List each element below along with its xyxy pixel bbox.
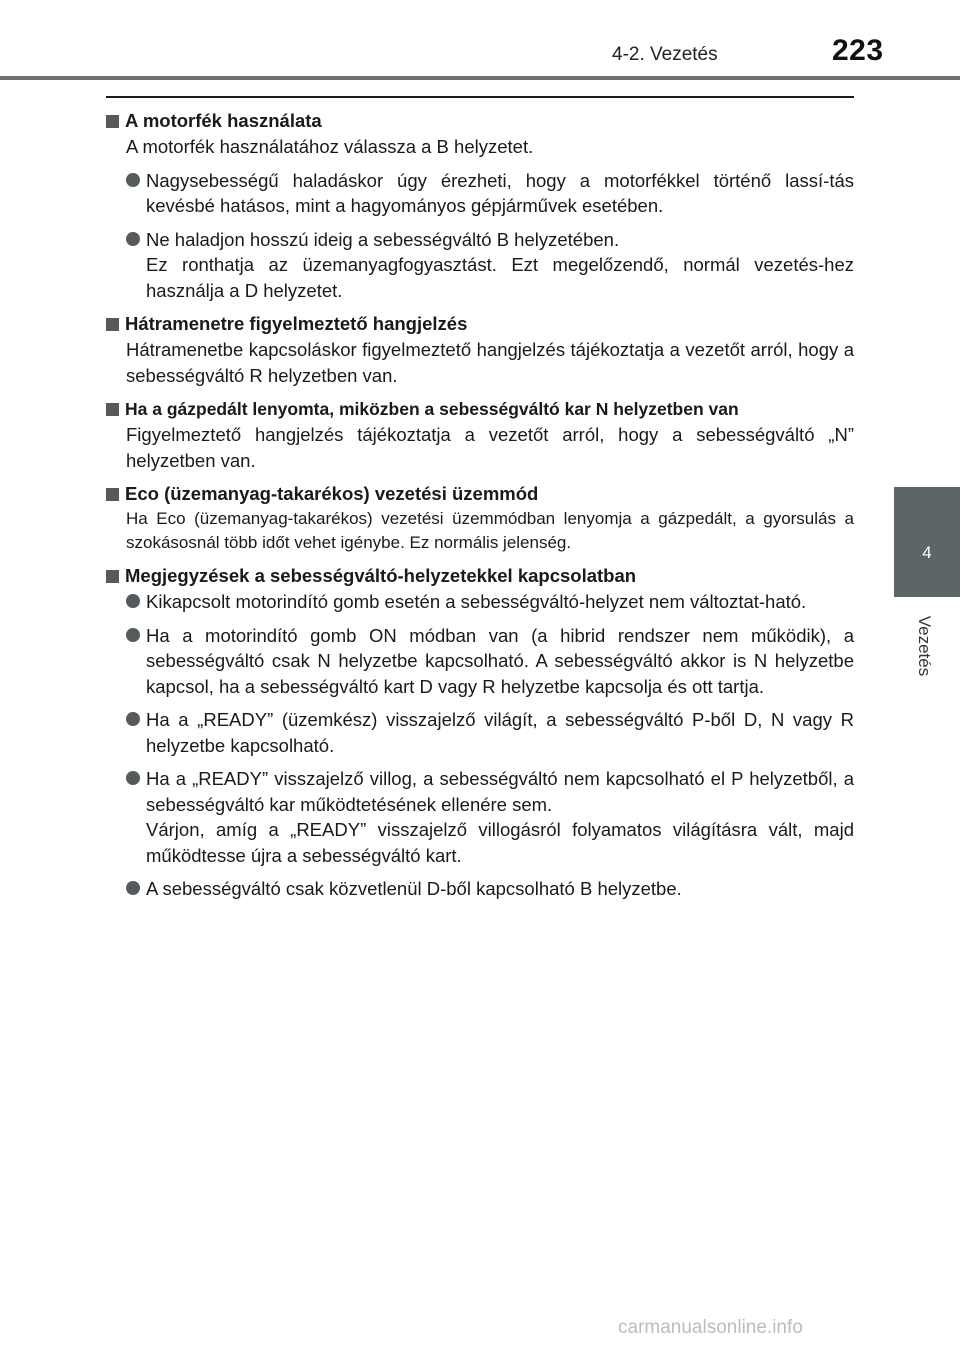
bullet-item: Ha a „READY” visszajelző villog, a sebességváltó nem kapcsolható el P helyzetből, a sebességváltó kar működtetésének ellenére sem. Várjon, amíg a „READY” visszajelző villogásról folyamatos világításra vált, majd működtesse újra a sebességváltó kart. xyxy=(126,766,854,868)
section-text: Figyelmeztető hangjelzés tájékoztatja a vezetőt arról, hogy a sebességváltó „N” helyzetben van. xyxy=(126,424,854,471)
square-bullet-icon xyxy=(106,488,119,501)
bullet-item: A sebességváltó csak közvetlenül D-ből kapcsolható B helyzetbe. xyxy=(126,876,854,902)
round-bullet-icon xyxy=(126,881,140,895)
square-bullet-icon xyxy=(106,318,119,331)
section-text: Hátramenetbe kapcsoláskor figyelmeztető hangjelzés tájékoztatja a vezetőt arról, hogy a sebességváltó R helyzetben van. xyxy=(126,339,854,386)
watermark: carmanualsonline.info xyxy=(618,1317,803,1338)
section-text: Ha Eco (üzemanyag-takarékos) vezetési üzemmódban lenyomja a gázpedált, a gyorsulás a szokásosnál több időt vehet igénybe. Ez normális jelenség. xyxy=(126,509,854,552)
round-bullet-icon xyxy=(126,232,140,246)
section-heading: Eco (üzemanyag-takarékos) vezetési üzemmód xyxy=(106,481,854,507)
section-heading: Ha a gázpedált lenyomta, miközben a sebességváltó kar N helyzetben van xyxy=(106,396,854,422)
chapter-tab xyxy=(894,487,960,597)
round-bullet-icon xyxy=(126,173,140,187)
square-bullet-icon xyxy=(106,570,119,583)
chapter-label xyxy=(912,606,936,686)
bullet-item: Nagysebességű haladáskor úgy érezheti, hogy a motorfékkel történő lassí-tás kevésbé hatásos, mint a hagyományos gépjárművek esetében. xyxy=(126,168,854,219)
header-section-title: 4-2. Vezetés xyxy=(612,44,718,65)
bullet-item: Ne haladjon hosszú ideig a sebességváltó B helyzetében. Ez ronthatja az üzemanyagfogyasztást. Ezt megelőzendő, normál vezetés-hez használja a D helyzetet. xyxy=(126,227,854,304)
round-bullet-icon xyxy=(126,771,140,785)
bullet-item: Ha a „READY” (üzemkész) visszajelző világít, a sebességváltó P-ből D, N vagy R helyzetbe kapcsolható. xyxy=(126,707,854,758)
round-bullet-icon xyxy=(126,594,140,608)
chapter-label-text: Vezetés xyxy=(915,615,934,677)
bullet-item: Ha a motorindító gomb ON módban van (a hibrid rendszer nem működik), a sebességváltó csak N helyzetbe kapcsolható. A sebességváltó akkor is N helyzetbe kapcsol, ha a sebességváltó kart D vagy R helyzetbe kapcsolja és ott tartja. xyxy=(126,623,854,700)
square-bullet-icon xyxy=(106,403,119,416)
page-content xyxy=(106,106,854,910)
section-heading: Hátramenetre figyelmeztető hangjelzés xyxy=(106,311,854,337)
section-heading: Megjegyzések a sebességváltó-helyzetekkel kapcsolatban xyxy=(106,563,854,589)
chapter-number: 4 xyxy=(922,543,932,562)
section-text: A motorfék használatához válassza a B helyzetet. xyxy=(126,136,534,157)
square-bullet-icon xyxy=(106,115,119,128)
round-bullet-icon xyxy=(126,712,140,726)
round-bullet-icon xyxy=(126,628,140,642)
section-heading: A motorfék használata xyxy=(106,108,854,134)
header-divider xyxy=(0,76,960,80)
page-number: 223 xyxy=(832,34,884,67)
bullet-item: Kikapcsolt motorindító gomb esetén a sebességváltó-helyzet nem változtat-ható. xyxy=(126,589,854,615)
content-divider xyxy=(106,96,854,98)
